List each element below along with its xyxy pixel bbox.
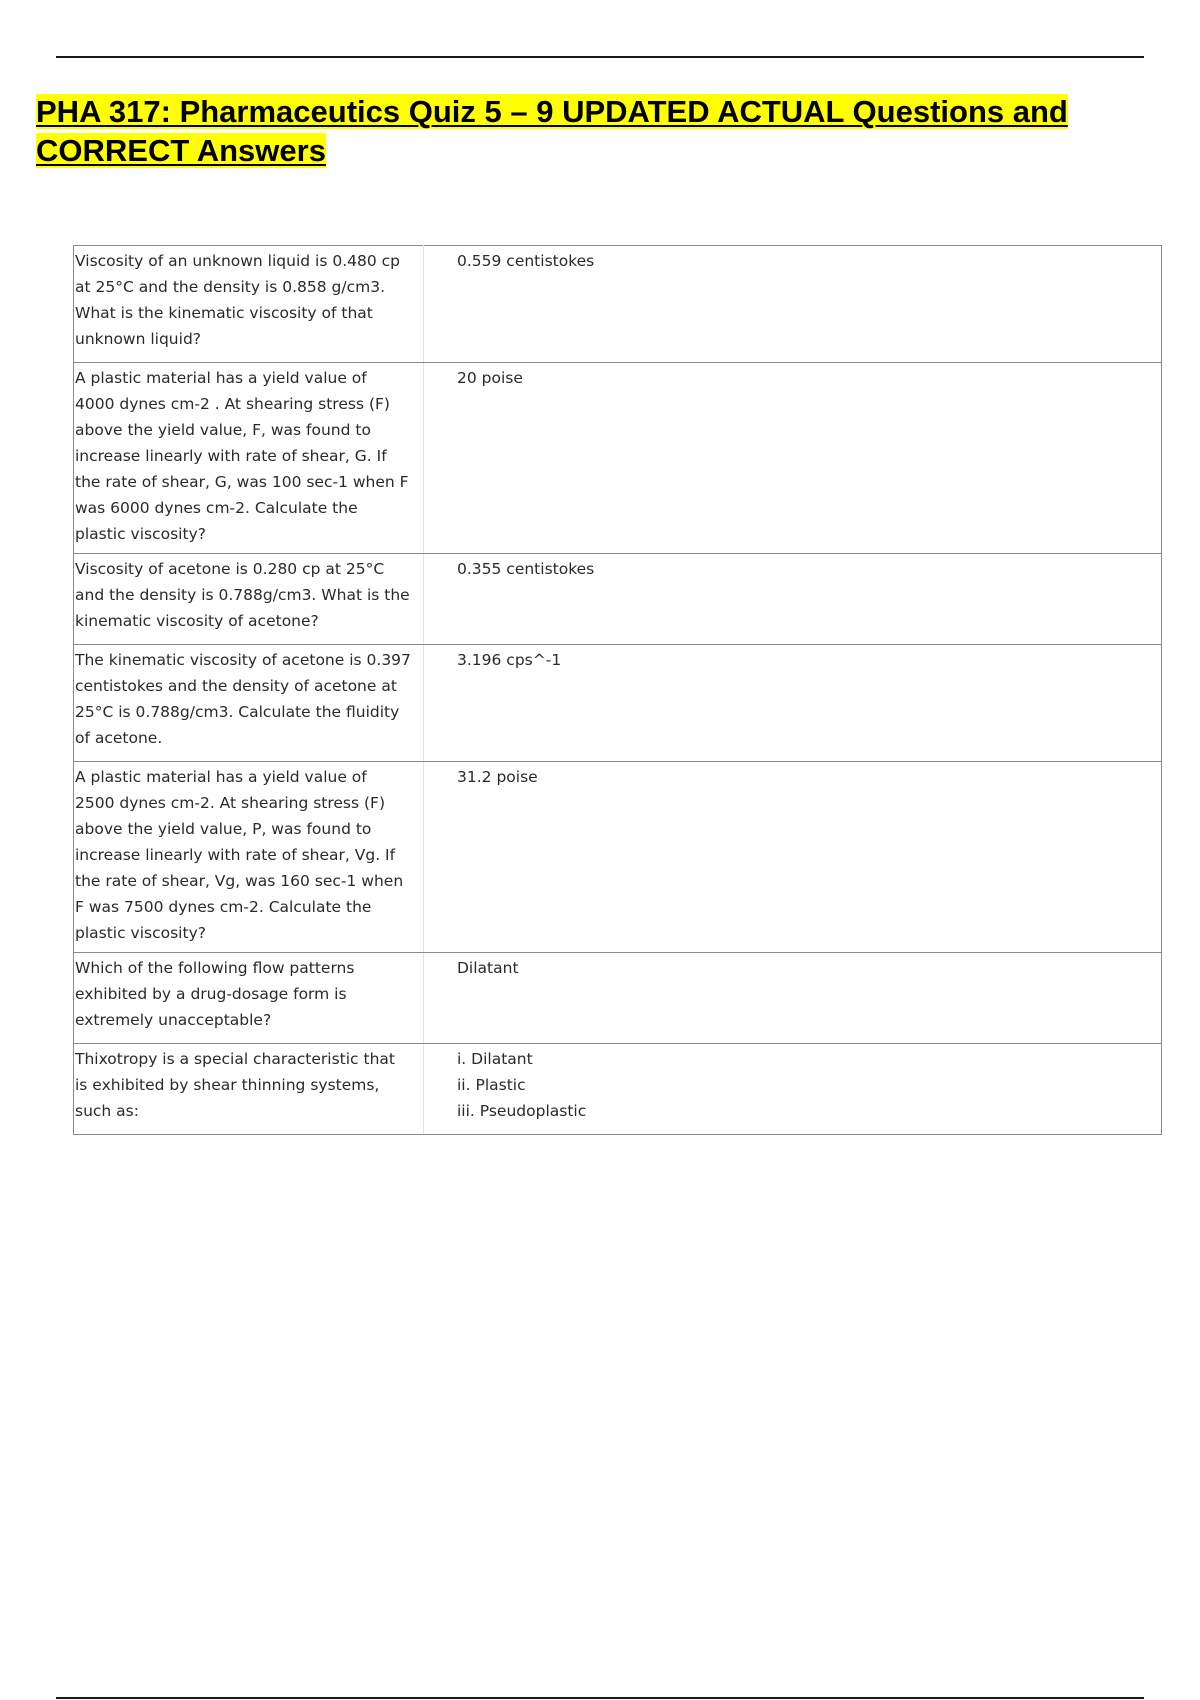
answer-option: i. Dilatant [457,1050,533,1068]
answer-cell: Dilatant [424,953,1162,1044]
qa-table [73,245,1162,1135]
question-cell: A plastic material has a yield value of 2500 dynes cm-2. At shearing stress (F) above the yield value, P, was found to increase linearly with rate of shear, Vg. If the rate of shear, Vg, was 160 sec-1 when F was 7500 dynes cm-2. Calculate the plastic viscosity? [74,762,424,953]
answer-option: iii. Pseudoplastic [457,1102,587,1120]
question-cell: A plastic material has a yield value of 4000 dynes cm-2 . At shearing stress (F) above the yield value, F, was found to increase linearly with rate of shear, G. If the rate of shear, G, was 100 sec-1 when F was 6000 dynes cm-2. Calculate the plastic viscosity? [74,363,424,554]
document-title-text: PHA 317: Pharmaceutics Quiz 5 – 9 UPDATED ACTUAL Questions and CORRECT Answers [36,94,1068,168]
answer-cell: 3.196 cps^-1 [424,645,1162,762]
question-cell: Thixotropy is a special characteristic that is exhibited by shear thinning systems, such as: [74,1044,424,1135]
table-row [74,1044,1162,1135]
header-rule [56,56,1144,58]
footer-rule [56,1697,1144,1699]
answer-cell [424,1044,1162,1135]
question-cell: Viscosity of acetone is 0.280 cp at 25°C and the density is 0.788g/cm3. What is the kinematic viscosity of acetone? [74,554,424,645]
table-row [74,645,1162,762]
answer-cell: 31.2 poise [424,762,1162,953]
question-cell: Viscosity of an unknown liquid is 0.480 cp at 25°C and the density is 0.858 g/cm3. What is the kinematic viscosity of that unknown liquid? [74,246,424,363]
answer-cell: 0.559 centistokes [424,246,1162,363]
answer-cell: 0.355 centistokes [424,554,1162,645]
question-cell: Which of the following flow patterns exhibited by a drug-dosage form is extremely unacceptable? [74,953,424,1044]
table-row [74,953,1162,1044]
table-row [74,554,1162,645]
table-row [74,762,1162,953]
answer-option: ii. Plastic [457,1076,526,1094]
document-title [36,92,1186,170]
table-row [74,246,1162,363]
question-cell: The kinematic viscosity of acetone is 0.397 centistokes and the density of acetone at 25°C is 0.788g/cm3. Calculate the fluidity of acetone. [74,645,424,762]
table-row [74,363,1162,554]
answer-cell: 20 poise [424,363,1162,554]
